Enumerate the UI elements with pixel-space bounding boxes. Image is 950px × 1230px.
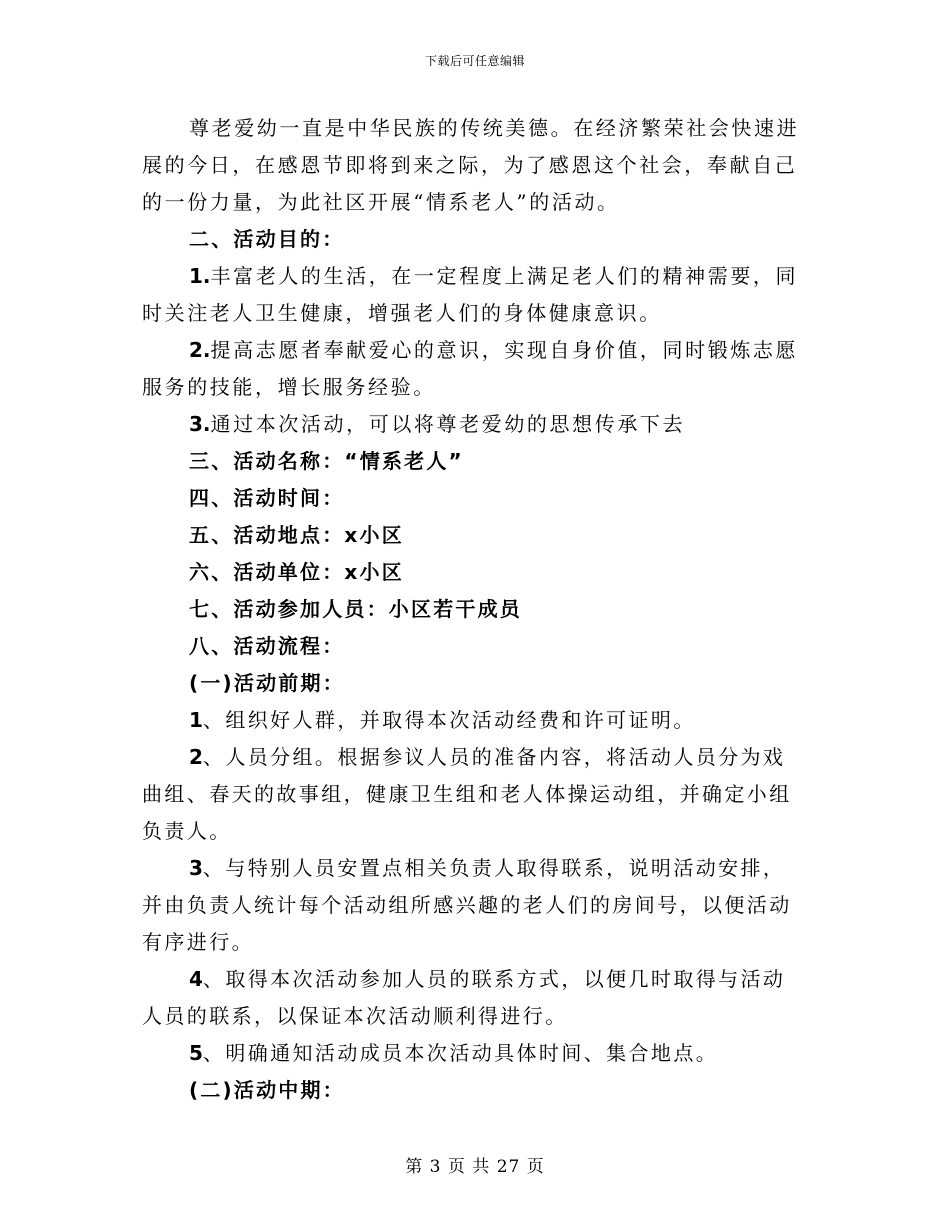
page-header-note: 下载后可任意编辑 xyxy=(424,54,525,68)
purpose-item-text: 通过本次活动，可以将尊老爱幼的思想传承下去 xyxy=(210,412,686,436)
section-heading-location: 五、活动地点：x小区 xyxy=(189,523,404,547)
pre-phase-item-text: 、明确通知活动成员本次活动具体时间、集合地点。 xyxy=(202,1041,719,1065)
purpose-item-1 xyxy=(142,258,807,332)
pre-phase-item-number: 3 xyxy=(189,856,203,880)
subsection-heading-mid-phase: (二)活动中期： xyxy=(189,1078,345,1102)
pre-phase-item-5 xyxy=(142,1035,807,1072)
pre-phase-item-1 xyxy=(142,702,807,739)
section-heading-time: 四、活动时间： xyxy=(189,486,345,510)
pre-phase-item-text: 、取得本次活动参加人员的联系方式，以便几时取得与活动人员的联系，以保证本次活动顺利得进行。 xyxy=(142,967,786,1028)
subsection-heading-pre-phase: (一)活动前期： xyxy=(189,671,345,695)
purpose-item-number: 2. xyxy=(189,338,211,362)
pre-phase-item-number: 1 xyxy=(189,708,203,732)
pre-phase-item-2 xyxy=(142,739,807,850)
pre-phase-item-text: 、人员分组。根据参议人员的准备内容，将活动人员分为戏曲组、春天的故事组，健康卫生组和老人体操运动组，并确定小组负责人。 xyxy=(142,745,792,843)
pre-phase-item-number: 4 xyxy=(189,967,203,991)
section-heading-process: 八、活动流程： xyxy=(189,634,345,658)
purpose-item-number: 3. xyxy=(189,412,211,436)
section-heading-unit: 六、活动单位：x小区 xyxy=(189,560,404,584)
intro-paragraph: 尊老爱幼一直是中华民族的传统美德。在经济繁荣社会快速进展的今日，在感恩节即将到来之际，为了感恩这个社会，奉献自己的一份力量，为此社区开展“情系老人”的活动。 xyxy=(142,116,800,214)
purpose-item-3 xyxy=(142,406,807,443)
pre-phase-item-text: 、组织好人群，并取得本次活动经费和许可证明。 xyxy=(202,708,696,732)
document-body xyxy=(142,110,807,1109)
pre-phase-item-number: 5 xyxy=(189,1041,203,1065)
pre-phase-item-text: 、与特别人员安置点相关负责人取得联系，说明活动安排，并由负责人统计每个活动组所感兴趣的老人们的房间号，以便活动有序进行。 xyxy=(142,856,792,954)
section-heading-participants: 七、活动参加人员：小区若干成员 xyxy=(189,597,522,621)
section-heading-name: 三、活动名称：“情系老人” xyxy=(189,449,464,473)
pre-phase-item-3 xyxy=(142,850,807,961)
purpose-item-2 xyxy=(142,332,807,406)
page-number-footer: 第 3 页 共 27 页 xyxy=(405,1157,545,1177)
purpose-item-number: 1. xyxy=(189,264,211,288)
pre-phase-item-number: 2 xyxy=(189,745,203,769)
section-heading-purpose: 二、活动目的： xyxy=(189,227,345,251)
purpose-item-text: 提高志愿者奉献爱心的意识，实现自身价值，同时锻炼志愿服务的技能，增长服务经验。 xyxy=(142,338,799,399)
purpose-item-text: 丰富老人的生活，在一定程度上满足老人们的精神需要，同时关注老人卫生健康，增强老人们的身体健康意识。 xyxy=(142,264,799,325)
pre-phase-item-4 xyxy=(142,961,807,1035)
